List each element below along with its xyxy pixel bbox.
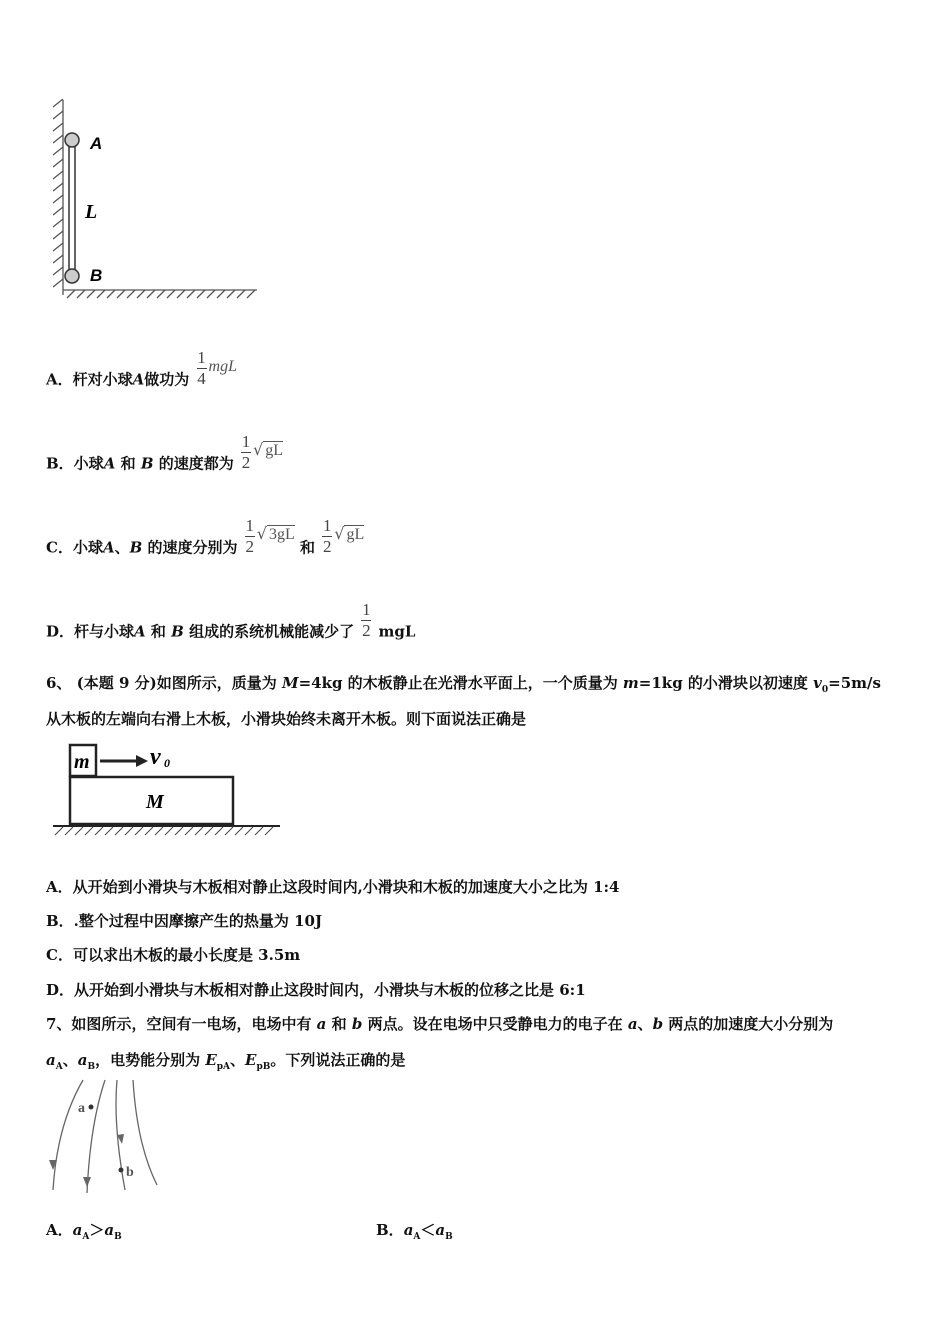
var: B xyxy=(129,538,143,557)
q6-option-c[interactable]: C．可以求出木板的最小长度是 3.5m xyxy=(46,946,301,964)
q5-option-b[interactable]: B．小球A 和 B 的速度都为 $\frac{1}{2}$ √ gL xyxy=(46,432,283,473)
q5-option-c[interactable]: C．小球A、B 的速度分别为 $\frac{1}{2}$ √ 3gL 和 $\frac{1}{2}$ √ gL xyxy=(46,516,365,557)
q6-stem-line1: 6、 (本题 9 分)如图所示，质量为 M=4kg 的木板静止在光滑水平面上，一个质量为 m=1kg 的小滑块以初速度 $v_0=5m/s$ xyxy=(46,674,881,695)
var: A xyxy=(103,454,116,473)
block-label: m xyxy=(74,751,90,773)
point-b-label: b xyxy=(126,1165,134,1180)
option-text: 的速度分别为 xyxy=(147,538,238,557)
numerator: 1 xyxy=(362,600,371,619)
q5-option-d[interactable] xyxy=(46,600,416,653)
board-label: M xyxy=(146,791,164,813)
option-text: A．杆对小球 xyxy=(46,370,133,389)
option-text: D．杆与小球 xyxy=(46,622,135,641)
radicand: gL xyxy=(346,525,365,543)
numerator: 1 xyxy=(245,516,255,535)
q6-stem-line2: 从木板的左端向右滑上木板，小滑块始终未离开木板。则下面说法正确是 xyxy=(46,710,527,728)
denominator: 2 xyxy=(323,537,332,556)
var: A xyxy=(132,370,145,389)
numerator: 1 xyxy=(323,516,332,535)
denominator: 2 xyxy=(241,453,251,472)
var: B xyxy=(171,622,184,641)
ball-a-label: A xyxy=(90,134,103,153)
q7-stem-line1: 7、如图所示，空间有一电场，电场中有 a 和 b 两点。设在电场中只受静电力的电子在 a、b 两点的加速度大小分别为 xyxy=(46,1015,834,1033)
option-text: 和 xyxy=(120,454,136,473)
fraction xyxy=(322,516,332,557)
numerator: 1 xyxy=(197,348,206,367)
var: B xyxy=(140,454,154,473)
option-text: 和 xyxy=(150,622,166,641)
option-text: 的速度都为 xyxy=(158,454,234,473)
radicand: gL xyxy=(265,441,283,459)
denominator: 2 xyxy=(245,537,255,556)
block-board-figure xyxy=(50,740,285,840)
math-expr: mgL xyxy=(378,622,416,641)
math-expr: mgL xyxy=(208,357,237,375)
electric-field-figure xyxy=(45,1075,165,1200)
q5-option-a[interactable] xyxy=(46,348,237,401)
velocity-sub: 0 xyxy=(164,756,170,770)
point-a-label: a xyxy=(78,1101,85,1116)
q6-option-a[interactable]: A．从开始到小滑块与木板相对静止这段时间内,小滑块和木板的加速度大小之比为 1:4 xyxy=(46,878,620,896)
velocity-label: v xyxy=(150,744,161,770)
q6-option-b[interactable]: B．.整个过程中因摩擦产生的热量为 10J xyxy=(46,912,323,930)
length-label: L xyxy=(85,201,98,223)
option-text: 组成的系统机械能减少了 xyxy=(189,622,355,641)
q6-option-d[interactable]: D．从开始到小滑块与木板相对静止这段时间内，小滑块与木板的位移之比是 6:1 xyxy=(46,981,586,999)
ball-b-label: B xyxy=(90,266,103,285)
option-text: 做功为 xyxy=(144,370,190,389)
fraction xyxy=(245,516,255,557)
q7-option-a[interactable]: A．$a_A>a_B$ xyxy=(46,1221,122,1242)
option-text: B．小球 xyxy=(46,454,104,473)
option-text: 和 xyxy=(300,538,316,557)
denominator: 4 xyxy=(197,369,206,388)
option-text: C．小球 xyxy=(46,538,103,557)
numerator: 1 xyxy=(241,432,251,451)
q7-option-b[interactable]: B．$a_A<a_B$ xyxy=(376,1221,453,1242)
fraction xyxy=(197,348,207,389)
var: A xyxy=(102,538,115,557)
radicand: 3gL xyxy=(268,525,295,543)
fraction xyxy=(241,432,251,473)
fraction xyxy=(361,600,371,641)
var: A xyxy=(134,622,146,641)
option-text: 、 xyxy=(114,538,130,557)
q7-stem-line2: $a_A$、$a_B$，电势能分别为 $E_{pA}$、$E_{pB}$。下列说法正确的是 xyxy=(46,1051,406,1072)
rod-wall-figure xyxy=(45,95,265,300)
denominator: 2 xyxy=(362,621,371,640)
